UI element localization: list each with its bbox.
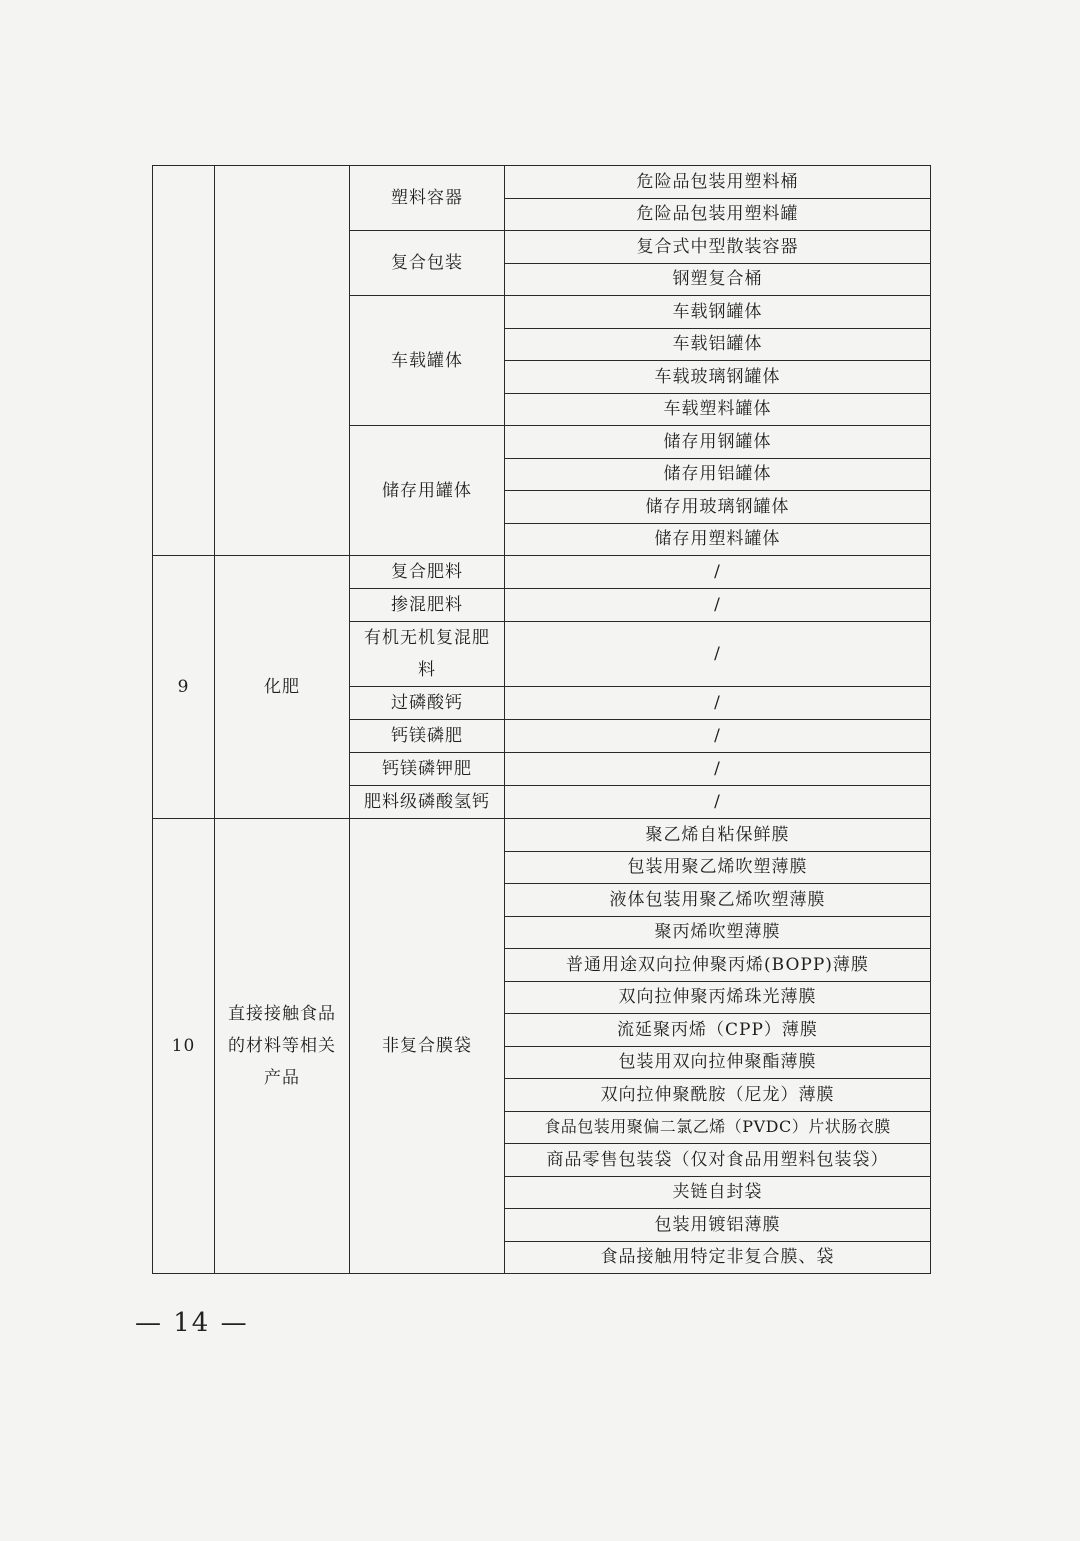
subcategory-cell: 储存用罐体 — [350, 426, 505, 556]
product-cell: 钢塑复合桶 — [505, 263, 931, 296]
subcategory-cell: 非复合膜袋 — [350, 819, 505, 1274]
product-cell: 储存用玻璃钢罐体 — [505, 491, 931, 524]
product-cell: / — [505, 589, 931, 622]
product-cell: 双向拉伸聚酰胺（尼龙）薄膜 — [505, 1079, 931, 1112]
subcategory-cell: 钙镁磷钾肥 — [350, 753, 505, 786]
product-cell: / — [505, 622, 931, 687]
product-cell: 包装用双向拉伸聚酯薄膜 — [505, 1046, 931, 1079]
product-cell: 车载钢罐体 — [505, 296, 931, 329]
product-cell: 食品包装用聚偏二氯乙烯（PVDC）片状肠衣膜 — [505, 1111, 931, 1144]
subcategory-cell: 掺混肥料 — [350, 589, 505, 622]
product-cell: / — [505, 687, 931, 720]
subcategory-cell: 复合肥料 — [350, 556, 505, 589]
product-cell: / — [505, 786, 931, 819]
product-cell: 商品零售包装袋（仅对食品用塑料包装袋） — [505, 1144, 931, 1177]
subcategory-cell: 塑料容器 — [350, 166, 505, 231]
category-cell: 直接接触食品的材料等相关产品 — [215, 819, 350, 1274]
product-cell: 夹链自封袋 — [505, 1176, 931, 1209]
product-cell: 包装用聚乙烯吹塑薄膜 — [505, 851, 931, 884]
product-cell: 危险品包装用塑料桶 — [505, 166, 931, 199]
num-cell-continued — [153, 166, 215, 556]
product-cell: 流延聚丙烯（CPP）薄膜 — [505, 1014, 931, 1047]
table-row — [153, 556, 931, 589]
subcategory-cell: 有机无机复混肥料 — [350, 622, 505, 687]
product-cell: 聚丙烯吹塑薄膜 — [505, 916, 931, 949]
section-number: 10 — [153, 819, 215, 1274]
product-cell: 食品接触用特定非复合膜、袋 — [505, 1241, 931, 1274]
product-cell: 包装用镀铝薄膜 — [505, 1209, 931, 1242]
product-cell: 车载塑料罐体 — [505, 393, 931, 426]
subcategory-cell: 复合包装 — [350, 231, 505, 296]
product-cell: / — [505, 556, 931, 589]
product-cell: 普通用途双向拉伸聚丙烯(BOPP)薄膜 — [505, 949, 931, 982]
product-cell: / — [505, 753, 931, 786]
table-row — [153, 166, 931, 199]
product-cell: 液体包装用聚乙烯吹塑薄膜 — [505, 884, 931, 917]
product-cell: 车载玻璃钢罐体 — [505, 361, 931, 394]
product-cell: 车载铝罐体 — [505, 328, 931, 361]
subcategory-cell: 钙镁磷肥 — [350, 720, 505, 753]
product-catalog-table — [152, 165, 931, 1274]
product-cell: 储存用钢罐体 — [505, 426, 931, 459]
section-number: 9 — [153, 556, 215, 819]
page-number: — 14 — — [135, 1308, 249, 1338]
product-cell: 双向拉伸聚丙烯珠光薄膜 — [505, 981, 931, 1014]
category-cell-continued — [215, 166, 350, 556]
product-cell: 聚乙烯自粘保鲜膜 — [505, 819, 931, 852]
table-row — [153, 819, 931, 852]
product-cell: 复合式中型散装容器 — [505, 231, 931, 264]
subcategory-cell: 过磷酸钙 — [350, 687, 505, 720]
product-cell: / — [505, 720, 931, 753]
category-cell: 化肥 — [215, 556, 350, 819]
subcategory-cell: 肥料级磷酸氢钙 — [350, 786, 505, 819]
product-cell: 危险品包装用塑料罐 — [505, 198, 931, 231]
product-cell: 储存用塑料罐体 — [505, 523, 931, 556]
product-cell: 储存用铝罐体 — [505, 458, 931, 491]
subcategory-cell: 车载罐体 — [350, 296, 505, 426]
